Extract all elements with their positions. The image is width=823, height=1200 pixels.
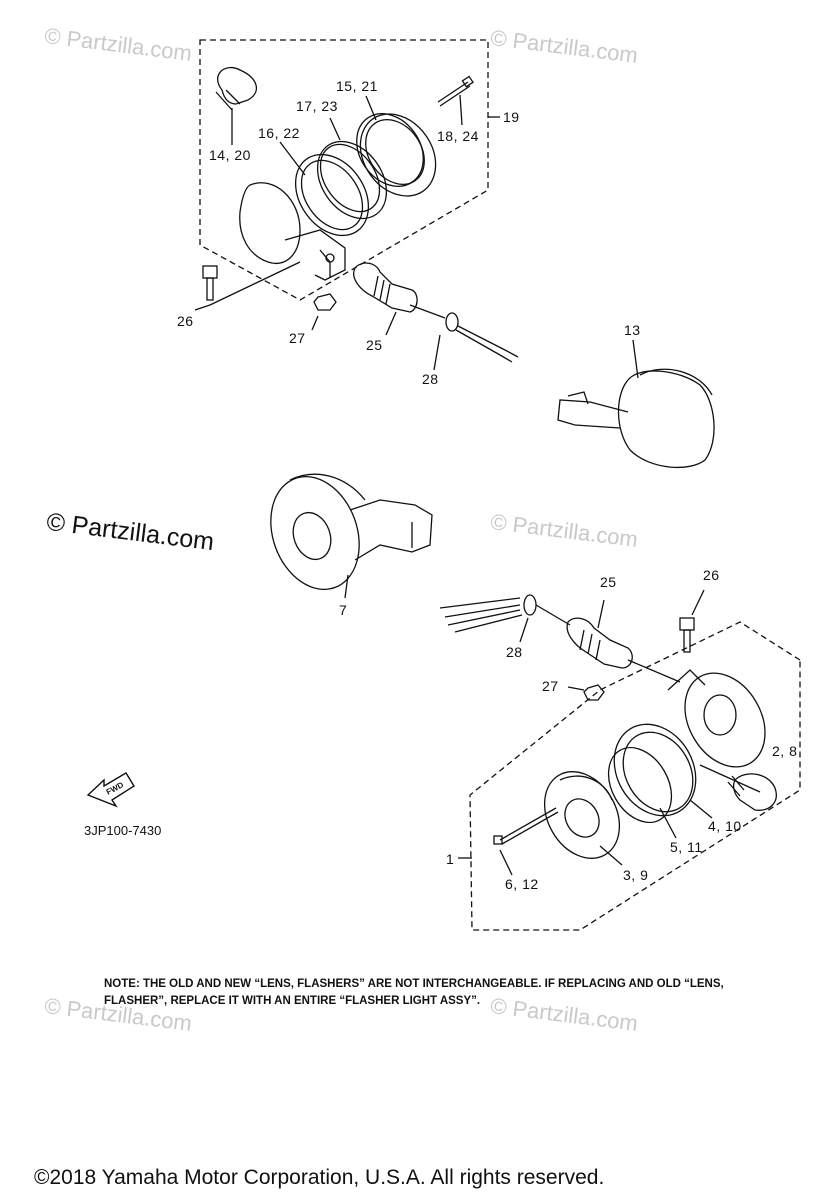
bolt-icon: [680, 590, 704, 652]
part-label: 7: [339, 602, 348, 618]
screw-icon: [438, 76, 473, 125]
screw-icon: [494, 808, 558, 875]
socket-icon: [354, 263, 417, 335]
part-label: 17, 23: [296, 98, 338, 114]
watermark: © Partzilla.com: [489, 25, 640, 68]
socket-icon: [567, 600, 680, 682]
part-label: 19: [503, 109, 520, 125]
wire-icon: [440, 595, 570, 642]
bulb-icon: [728, 774, 776, 810]
part-label: 5, 11: [670, 839, 703, 855]
part-label: 27: [289, 330, 306, 346]
watermark-dark: © Partzilla.com: [44, 507, 216, 557]
bulb-icon: [216, 68, 256, 145]
diagram-code: 3JP100-7430: [84, 823, 162, 838]
part-label: 14, 20: [209, 147, 251, 163]
flasher-light-7-icon: [256, 464, 432, 602]
nut-icon: [312, 294, 336, 330]
lens-ring-icon: [596, 736, 684, 838]
lens-icon: [530, 758, 635, 872]
part-label: 4, 10: [708, 818, 742, 834]
part-label: 13: [624, 322, 641, 338]
flasher-light-13-icon: [558, 340, 714, 467]
wire-icon: [410, 305, 518, 370]
watermark: © Partzilla.com: [489, 509, 640, 552]
part-label: 26: [703, 567, 720, 583]
gasket-icon: [598, 709, 712, 830]
nut-icon: [568, 685, 604, 700]
housing-icon: [668, 659, 781, 792]
part-label: 26: [177, 313, 194, 329]
gasket-icon: [303, 118, 400, 232]
fwd-arrow-icon: [88, 773, 134, 806]
lens-rim-icon: [343, 96, 451, 211]
part-label: 25: [366, 337, 383, 353]
part-label: 16, 22: [258, 125, 300, 141]
part-label: 6, 12: [505, 876, 539, 892]
fwd-label: FWD: [104, 780, 126, 797]
watermark: © Partzilla.com: [489, 993, 640, 1036]
part-label: 28: [506, 644, 523, 660]
part-label: 3, 9: [623, 867, 649, 883]
copyright-text: ©2018 Yamaha Motor Corporation, U.S.A. All rights reserved.: [34, 1166, 605, 1189]
part-label: 18, 24: [437, 128, 479, 144]
part-label: 28: [422, 371, 439, 387]
part-label: 2, 8: [772, 743, 798, 759]
part-label: 1: [446, 851, 455, 867]
part-label: 27: [542, 678, 559, 694]
part-label: 25: [600, 574, 617, 590]
watermark: © Partzilla.com: [43, 993, 194, 1036]
bolt-icon: [195, 262, 300, 310]
note-text: NOTE: THE OLD AND NEW “LENS, FLASHERS” ARE NOT INTERCHANGEABLE. IF REPLACING AND OLD “LENS, FLASHER”, REPLACE IT WITH AN ENTIRE “FLASHER LIGHT ASSY”.: [104, 978, 724, 1007]
watermark: © Partzilla.com: [43, 23, 194, 66]
part-label: 15, 21: [336, 78, 378, 94]
